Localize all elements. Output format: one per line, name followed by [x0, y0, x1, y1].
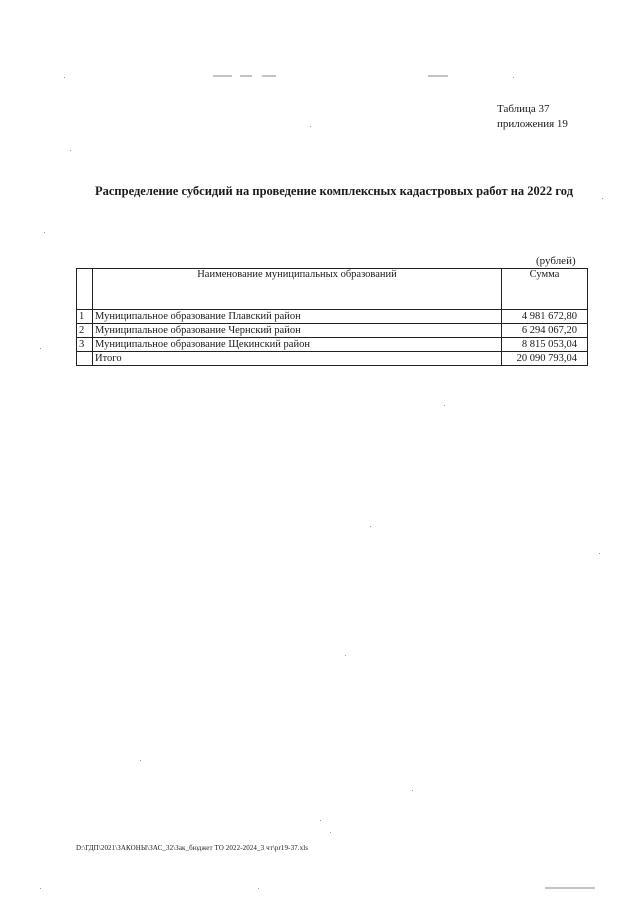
table-row: [77, 338, 588, 352]
table-header-row: [77, 269, 588, 310]
subsidy-table: [76, 268, 588, 366]
total-number: [77, 352, 93, 366]
units-label: (рублей): [536, 255, 576, 267]
row-name: Муниципальное образование Плавский район: [93, 310, 502, 324]
file-path-footer: D:\ГДП\2021\ЗАКОНЫ\ЗАС_32\Зак_бюджет ТО 2022-2024_3 чт\pr19-37.xls: [76, 844, 309, 852]
header-amount: Сумма: [502, 269, 588, 310]
table-row: [77, 324, 588, 338]
row-amount: 6 294 067,20: [502, 324, 588, 338]
row-number: 2: [77, 324, 93, 338]
row-number: 1: [77, 310, 93, 324]
row-name: Муниципальное образование Чернский район: [93, 324, 502, 338]
table-row: [77, 310, 588, 324]
table-number: Таблица 37: [497, 103, 550, 115]
total-row: [77, 352, 588, 366]
row-number: 3: [77, 338, 93, 352]
document-title: Распределение субсидий на проведение комплексных кадастровых работ на 2022 год: [94, 184, 574, 198]
row-name: Муниципальное образование Щекинский район: [93, 338, 502, 352]
row-amount: 4 981 672,80: [502, 310, 588, 324]
row-amount: 8 815 053,04: [502, 338, 588, 352]
header-number: [77, 269, 93, 310]
total-label: Итого: [93, 352, 502, 366]
table-reference: [497, 102, 568, 132]
total-amount: 20 090 793,04: [502, 352, 588, 366]
header-name: Наименование муниципальных образований: [93, 269, 502, 310]
appendix-number: приложения 19: [497, 118, 568, 130]
